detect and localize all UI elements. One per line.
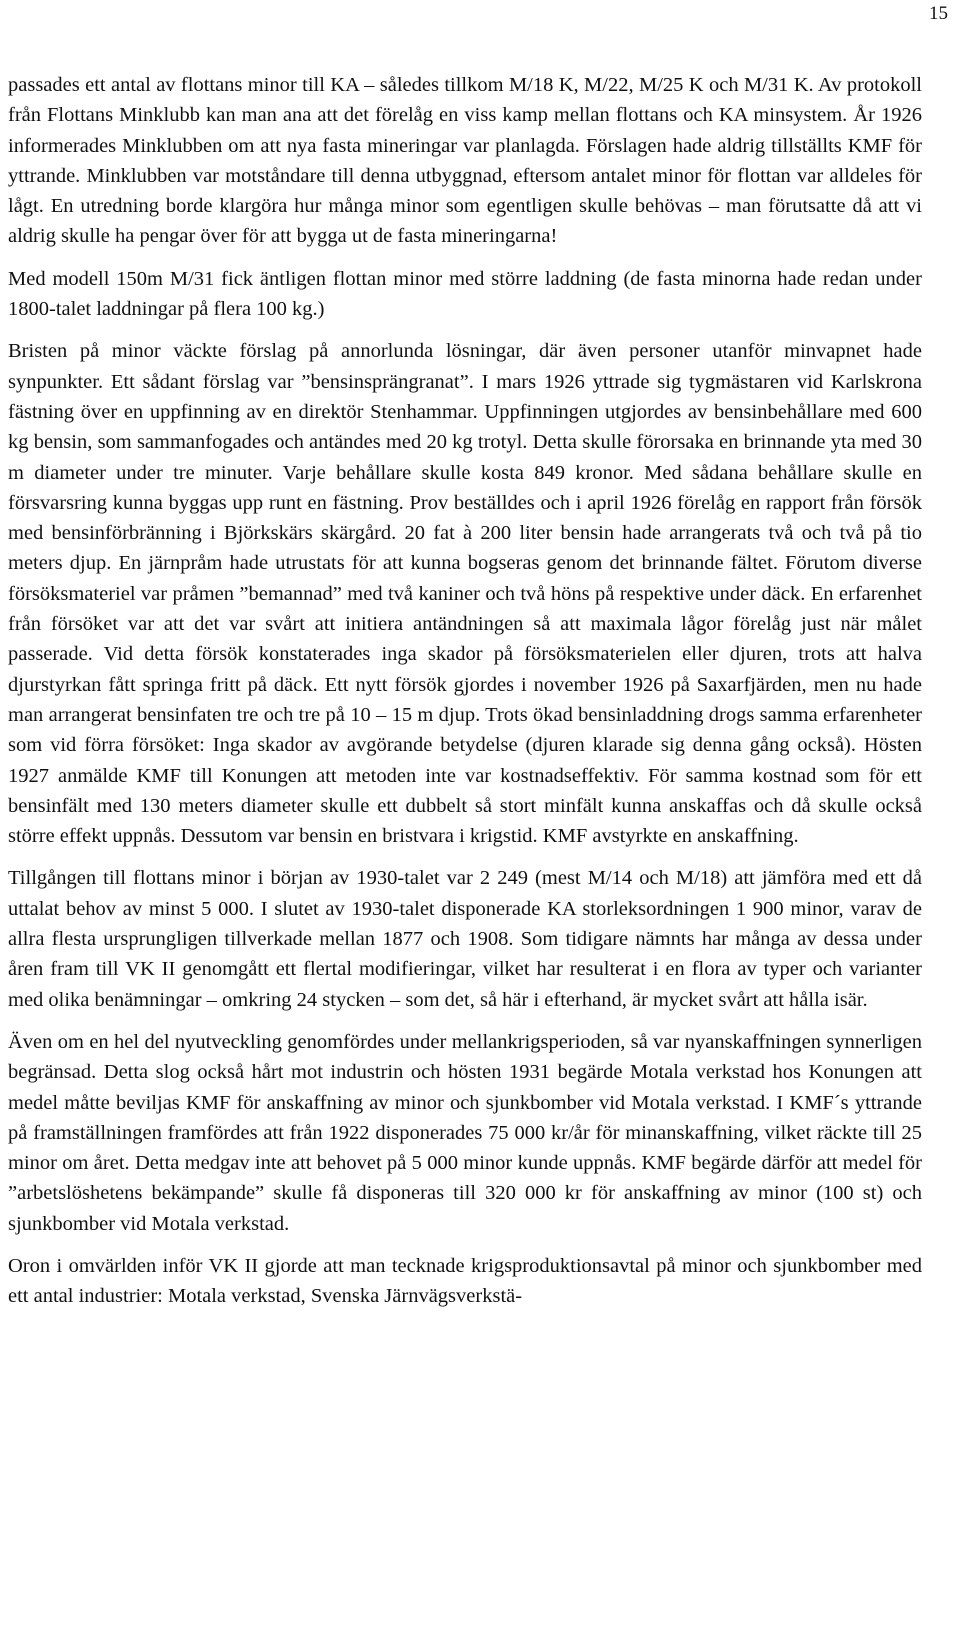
page-number: 15 [929, 3, 948, 24]
paragraph: Oron i omvärlden inför VK II gjorde att man tecknade krigsproduktionsavtal på minor och sjunkbomber med ett antal industrier: Motala verkstad, Svenska Järnvägsverkstä- [8, 1254, 922, 1308]
paragraph: Även om en hel del nyutveckling genomfördes under mellankrigsperioden, så var nyanskaffningen synnerligen begränsad. Detta slog också hårt mot industrin och hösten 1931 begärde Motala verkstad hos Konungen att medel måtte beviljas KMF för anskaffning av minor och sjunkbomber vid Motala verkstad. I KMF´s yttrande på framställningen framfördes att från 1922 disponerades 75 000 kr/år för minanskaffning, vilket räckte till 25 minor om året. Detta medgav inte att behovet på 5 000 minor kunde uppnås. KMF begärde därför att medel för ”arbetslöshetens bekämpande” skulle få disponeras till 320 000 kr för anskaffning av minor (100 st) och sjunkbomber vid Motala verkstad. [8, 1030, 922, 1235]
paragraph: Bristen på minor väckte förslag på annorlunda lösningar, där även personer utanför minvapnet hade synpunkter. Ett sådant förslag var ”bensinsprängranat”. I mars 1926 yttrade sig tygmästaren vid Karlskrona fästning över en uppfinning av en direktör Stenhammar. Uppfinningen utgjordes av bensinbehållare med 600 kg bensin, som sammanfogades och antändes med 20 kg trotyl. Detta skulle förorsaka en brinnande yta med 30 m diameter under tre minuter. Varje behållare skulle kosta 849 kronor. Med sådana behållare skulle en försvarsring kunna byggas upp runt en fästning. Prov beställdes och i april 1926 förelåg en rapport från försök med bensinförbränning i Björkskärs skärgård. 20 fat à 200 liter bensin hade arrangerats två och två på tio meters djup. En järnpråm hade utrustats för att kunna bogseras genom det brinnande fältet. Förutom diverse försöksmateriel var pråmen ”bemannad” med två kaniner och två höns på respektive under däck. En erfarenhet från försöket var att det var svårt att initiera antändningen så att maximala lågor förelåg just när målet passerade. Vid detta försök konstaterades inga skador på försöksmaterielen eller djuren, trots att halva djurstyrkan fått springa fritt på däck. Ett nytt försök gjordes i november 1926 på Saxarfjärden, men nu hade man arrangerat bensinfaten tre och tre på 10 – 15 m djup. Trots ökad bensinladdning drogs samma erfarenheter som vid förra försöket: Inga skador av avgörande betydelse (djuren klarade sig denna gång också). Hösten 1927 anmälde KMF till Konungen att metoden inte var kostnadseffektiv. För samma kostnad som för ett bensinfält med 130 meters diameter skulle ett dubbelt så stort minfält kunna anskaffas och då skulle också större effekt uppnås. Dessutom var bensin en bristvara i krigstid. KMF avstyrkte en anskaffning. [8, 340, 922, 848]
document-body [8, 70, 922, 1312]
paragraph: Med modell 150m M/31 fick äntligen flottan minor med större laddning (de fasta minorna hade redan under 1800-talet laddningar på flera 100 kg.) [8, 267, 922, 321]
paragraph: Tillgången till flottans minor i början av 1930-talet var 2 249 (mest M/14 och M/18) att jämföra med ett då uttalat behov av minst 5 000. I slutet av 1930-talet disponerade KA storleksordningen 1 900 minor, varav de allra flesta ursprungligen tillverkade mellan 1877 och 1908. Som tidigare nämnts har många av dessa under åren fram till VK II genomgått ett flertal modifieringar, vilket har resulterat i en flora av typer och varianter med olika benämningar – omkring 24 stycken – som det, så här i efterhand, är mycket svårt att hålla isär. [8, 867, 922, 1011]
paragraph: passades ett antal av flottans minor till KA – således tillkom M/18 K, M/22, M/25 K och M/31 K. Av protokoll från Flottans Minklubb kan man ana att det förelåg en viss kamp mellan flottans och KA minsystem. År 1926 informerades Minklubben om att nya fasta mineringar var planlagda. Förslagen hade aldrig tillställts KMF för yttrande. Minklubben var motståndare till denna utbyggnad, eftersom antalet minor för flottan var alldeles för lågt. En utredning borde klargöra hur många minor som egentligen skulle behövas – man förutsatte då att vi aldrig skulle ha pengar över för att bygga ut de fasta mineringarna! [8, 74, 922, 248]
